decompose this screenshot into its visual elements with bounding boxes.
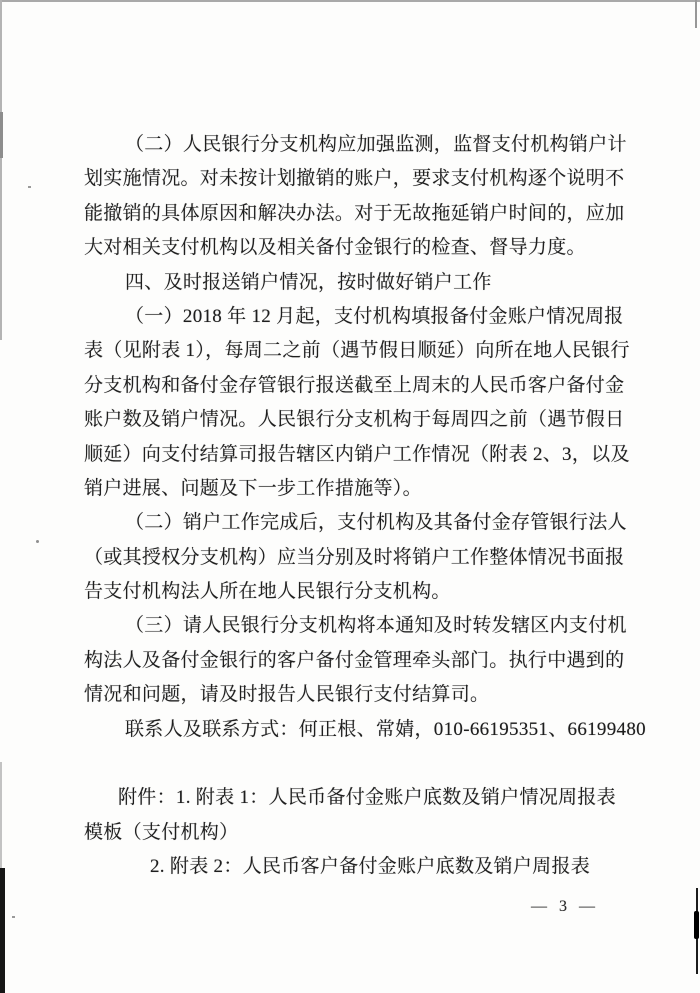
document-line: 表（见附表 1），每周二之前（遇节假日顺延）向所在地人民银行 <box>84 340 630 362</box>
document-line: 销户进展、问题及下一步工作措施等）。 <box>84 477 422 499</box>
scan-right-top-line <box>695 0 697 28</box>
document-line: 大对相关支付机构以及相关备付金银行的检查、督导力度。 <box>84 237 586 259</box>
document-line: （二）销户工作完成后，支付机构及其备付金存管银行法人 <box>125 512 627 534</box>
document-line: 账户数及销户情况。人民银行分支机构于每周四之前（遇节假日 <box>84 409 625 431</box>
document-body <box>84 128 646 885</box>
document-line: 情况和问题，请及时报告人民银行支付结算司。 <box>84 684 490 706</box>
scan-left-lower-line <box>0 762 2 868</box>
document-line: （或其授权分支机构）应当分别及时将销户工作整体情况书面报 <box>84 546 625 568</box>
document-line: 告支付机构法人所在地人民银行分支机构。 <box>84 581 451 603</box>
scan-top-border-line <box>0 0 700 2</box>
attachment-list-line: 模板（支付机构） <box>84 821 239 843</box>
scan-right-bottom-blob <box>694 911 699 939</box>
document-line: （一）2018 年 12 月起，支付机构填报备付金账户情况周报 <box>125 305 624 327</box>
scan-speck <box>36 540 39 543</box>
document-line: 分支机构和备付金存管银行报送截至上周末的人民币客户备付金 <box>84 374 625 396</box>
scan-left-edge-mark <box>0 112 3 158</box>
document-line: 构法人及备付金银行的客户备付金管理牵头部门。执行中遇到的 <box>84 649 625 671</box>
scan-left-black-bar <box>0 868 5 993</box>
scan-left-edge-line <box>0 0 2 340</box>
document-heading-line: 四、及时报送销户情况，按时做好销户工作 <box>125 271 492 293</box>
contact-info-line: 联系人及联系方式：何正根、常婧，010-66195351、66199480 <box>125 718 646 740</box>
document-line: 顺延）向支付结算司报告辖区内销户工作情况（附表 2、3，以及 <box>84 443 630 465</box>
document-line: 能撤销的具体原因和解决办法。对于无故拖延销户时间的，应加 <box>84 202 625 224</box>
page-number: — 3 — <box>531 898 599 915</box>
document-line: （三）请人民银行分支机构将本通知及时转发辖区内支付机 <box>125 615 627 637</box>
scan-speck <box>12 916 15 918</box>
scan-speck <box>28 186 31 188</box>
attachment-list-line: 2. 附表 2：人民币客户备付金账户底数及销户周报表 <box>150 856 591 878</box>
attachment-list-line: 附件：1. 附表 1：人民币备付金账户底数及销户情况周报表 <box>118 787 616 809</box>
document-line: （二）人民银行分支机构应加强监测，监督支付机构销户计 <box>125 134 627 155</box>
document-line: 划实施情况。对未按计划撤销的账户，要求支付机构逐个说明不 <box>84 168 625 190</box>
